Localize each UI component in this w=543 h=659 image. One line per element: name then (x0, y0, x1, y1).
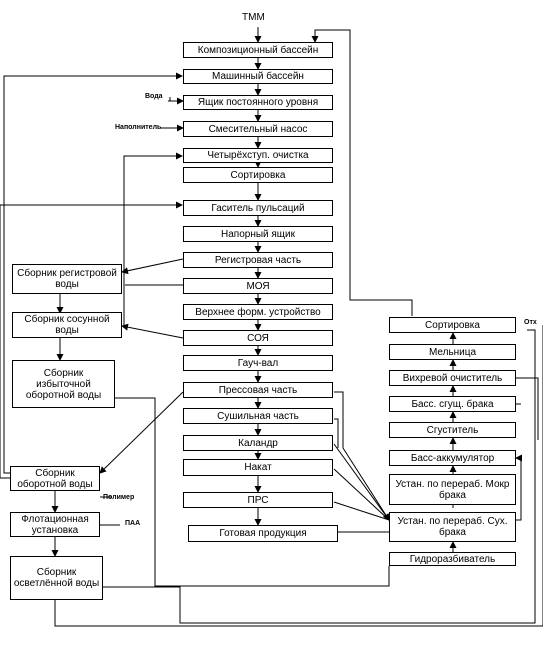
node-sbornik-oborotnoy: Сборник оборотной воды (10, 466, 100, 491)
node-moya: МОЯ (183, 278, 333, 294)
node-sortirovka-right: Сортировка (389, 317, 516, 333)
node-smesitelny-nasos: Смесительный насос (183, 121, 333, 137)
label-napolnitel: Наполнитель (115, 124, 162, 131)
node-kompozicionny-bassein: Композиционный бассейн (183, 42, 333, 58)
label-paa: ПАА (125, 520, 141, 527)
node-ustan-sukh: Устан. по перераб. Сух. брака (389, 512, 516, 542)
top-label: ТММ (242, 12, 265, 23)
node-sbornik-registrovoy: Сборник регистровой воды (12, 264, 122, 294)
node-chetyrekhstup: Четырёхступ. очистка (183, 148, 333, 163)
node-bass-akkumulyator: Басс-аккумулятор (389, 450, 516, 466)
node-prs: ПРС (183, 492, 333, 508)
label-voda: Вода (145, 93, 163, 100)
node-gotovaya-produktsiya: Готовая продукция (188, 525, 338, 542)
node-kalandr: Каландр (183, 435, 333, 451)
node-pressovaya: Прессовая часть (183, 382, 333, 398)
label-otkh: Отх (524, 319, 537, 326)
node-gauch: Гауч-вал (183, 355, 333, 371)
node-sbornik-izbytochnoy: Сборник избыточной оборотной воды (12, 360, 115, 408)
node-sushilnaya: Сушильная часть (183, 408, 333, 424)
node-sbornik-sosunnoy: Сборник сосунной воды (12, 312, 122, 338)
node-ustan-mokr: Устан. по перераб. Мокр брака (389, 474, 516, 505)
node-registrovaya: Регистровая часть (183, 252, 333, 268)
node-soya: СОЯ (183, 330, 333, 346)
label-polimer: Полимер (103, 494, 135, 501)
node-yashchik: Ящик постоянного уровня (183, 95, 333, 110)
node-sortirovka-center: Сортировка (183, 167, 333, 183)
node-verkhnee: Верхнее форм. устройство (183, 304, 333, 320)
node-flotacionnaya: Флотационная установка (10, 512, 100, 537)
node-mashinny-bassein: Машинный бассейн (183, 69, 333, 84)
node-gidrorazbivatel: Гидроразбиватель (389, 552, 516, 566)
node-vikhrevoy: Вихревой очиститель (389, 370, 516, 386)
node-napornyi: Напорный ящик (183, 226, 333, 242)
node-melnitsa: Мельница (389, 344, 516, 360)
node-bass-sgushch: Басс. сгущ. брака (389, 396, 516, 412)
node-sbornik-osvetlennoy: Сборник осветлённой воды (10, 556, 103, 600)
node-gasitel: Гаситель пульсаций (183, 200, 333, 216)
node-nakat: Накат (183, 459, 333, 476)
node-sgustitel: Сгуститель (389, 422, 516, 438)
